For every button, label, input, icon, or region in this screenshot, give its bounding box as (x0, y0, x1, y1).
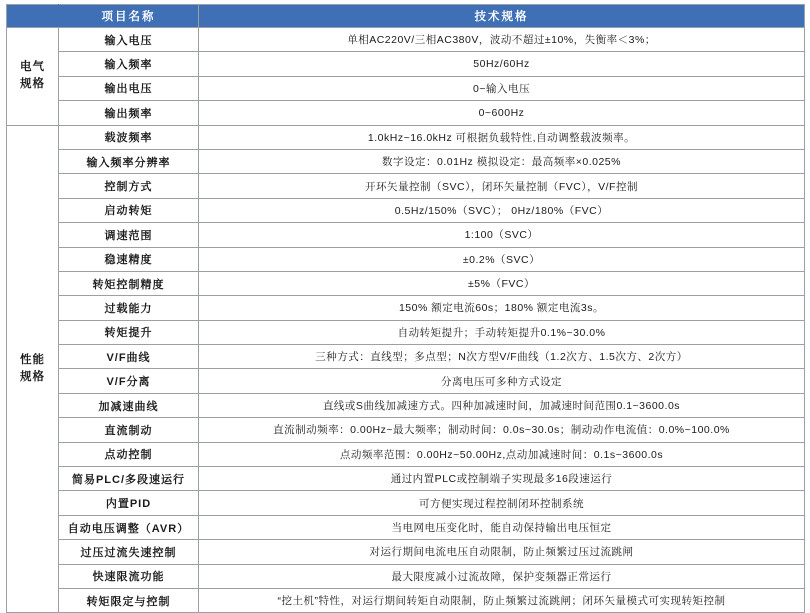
group-label-electrical (7, 28, 59, 126)
table-row (7, 76, 805, 100)
row-item-name: 点动控制 (59, 442, 199, 466)
row-item-name: 输入频率分辨率 (59, 149, 199, 173)
row-item-name: 过载能力 (59, 296, 199, 320)
row-item-value: 可方便实现过程控制闭环控制系统 (199, 491, 805, 515)
table-row (7, 101, 805, 125)
row-item-value: 对运行期间电流电压自动限制，防止频繁过压过流跳闸 (199, 540, 805, 564)
row-item-name: 快速限流功能 (59, 564, 199, 588)
row-item-value: 150% 额定电流60s；180% 额定电流3s。 (199, 296, 805, 320)
row-item-value: 0~输入电压 (199, 76, 805, 100)
row-item-value: ±5%（FVC） (199, 271, 805, 295)
row-item-value: 自动转矩提升；手动转矩提升0.1%~30.0% (199, 320, 805, 344)
header-item-name: 项目名称 (59, 5, 199, 28)
row-item-name: 转矩提升 (59, 320, 199, 344)
table-header-row (7, 5, 805, 28)
group-label-line: 规格 (20, 370, 45, 383)
row-item-value: ±0.2%（SVC） (199, 247, 805, 271)
table-row (7, 174, 805, 198)
row-item-value: 50Hz/60Hz (199, 52, 805, 76)
row-item-name: 稳速精度 (59, 247, 199, 271)
table-row (7, 393, 805, 417)
table-body (7, 28, 805, 613)
row-item-name: 启动转矩 (59, 198, 199, 222)
table-row (7, 540, 805, 564)
row-item-name: 转矩控制精度 (59, 271, 199, 295)
row-item-name: 控制方式 (59, 174, 199, 198)
table-row (7, 223, 805, 247)
table-row (7, 28, 805, 52)
table-row (7, 442, 805, 466)
row-item-value: 直线或S曲线加减速方式。四种加减速时间，加减速时间范围0.1~3600.0s (199, 393, 805, 417)
row-item-value: 开环矢量控制（SVC），闭环矢量控制（FVC），V/F控制 (199, 174, 805, 198)
table-row (7, 271, 805, 295)
row-item-name: 调速范围 (59, 223, 199, 247)
row-item-value: 三种方式：直线型；多点型；N次方型V/F曲线（1.2次方、1.5次方、2次方） (199, 345, 805, 369)
table-row (7, 296, 805, 320)
table-row (7, 345, 805, 369)
row-item-value: 1.0kHz~16.0kHz 可根据负载特性,自动调整载波频率。 (199, 125, 805, 149)
table-row (7, 369, 805, 393)
group-label-performance (7, 125, 59, 613)
table-row (7, 125, 805, 149)
table-row (7, 467, 805, 491)
table-row (7, 588, 805, 612)
group-label-line: 性能 (20, 353, 45, 366)
table-row (7, 149, 805, 173)
row-item-value: 1:100（SVC） (199, 223, 805, 247)
table-row (7, 247, 805, 271)
table-row (7, 564, 805, 588)
table-row (7, 418, 805, 442)
row-item-value: 点动频率范围：0.00Hz~50.00Hz,点动加减速时间：0.1s~3600.0s (199, 442, 805, 466)
row-item-name: 自动电压调整（AVR） (59, 515, 199, 539)
group-label-line: 规格 (20, 78, 45, 91)
row-item-value: 分离电压可多种方式设定 (199, 369, 805, 393)
row-item-name: 输入电压 (59, 28, 199, 52)
row-item-name: 简易PLC/多段速运行 (59, 467, 199, 491)
row-item-name: 内置PID (59, 491, 199, 515)
table-row (7, 198, 805, 222)
row-item-name: V/F曲线 (59, 345, 199, 369)
row-item-value: 当电网电压变化时，能自动保持输出电压恒定 (199, 515, 805, 539)
specification-table (6, 4, 805, 613)
row-item-name: 输出频率 (59, 101, 199, 125)
row-item-name: 载波频率 (59, 125, 199, 149)
header-technical-spec: 技术规格 (199, 5, 805, 28)
group-label-line: 电气 (20, 61, 45, 74)
row-item-value: 单相AC220V/三相AC380V，波动不超过±10%，失衡率＜3%； (199, 28, 805, 52)
table-header (7, 5, 805, 28)
row-item-value: 最大限度减小过流故障，保护变频器正常运行 (199, 564, 805, 588)
row-item-value: 直流制动频率：0.00Hz~最大频率；制动时间：0.0s~30.0s；制动动作电流值：0.0%~100.0% (199, 418, 805, 442)
row-item-name: 输出电压 (59, 76, 199, 100)
row-item-value: “挖土机”特性，对运行期间转矩自动限制，防止频繁过流跳闸；闭环矢量模式可实现转矩控制 (199, 588, 805, 612)
row-item-name: 直流制动 (59, 418, 199, 442)
row-item-value: 0~600Hz (199, 101, 805, 125)
row-item-value: 通过内置PLC或控制端子实现最多16段速运行 (199, 467, 805, 491)
header-group (7, 5, 59, 28)
row-item-value: 数字设定：0.01Hz 模拟设定：最高频率×0.025% (199, 149, 805, 173)
row-item-name: 输入频率 (59, 52, 199, 76)
row-item-name: 过压过流失速控制 (59, 540, 199, 564)
row-item-name: V/F分离 (59, 369, 199, 393)
row-item-name: 转矩限定与控制 (59, 588, 199, 612)
row-item-value: 0.5Hz/150%（SVC）； 0Hz/180%（FVC） (199, 198, 805, 222)
table-row (7, 320, 805, 344)
table-row (7, 52, 805, 76)
table-row (7, 491, 805, 515)
table-row (7, 515, 805, 539)
row-item-name: 加减速曲线 (59, 393, 199, 417)
